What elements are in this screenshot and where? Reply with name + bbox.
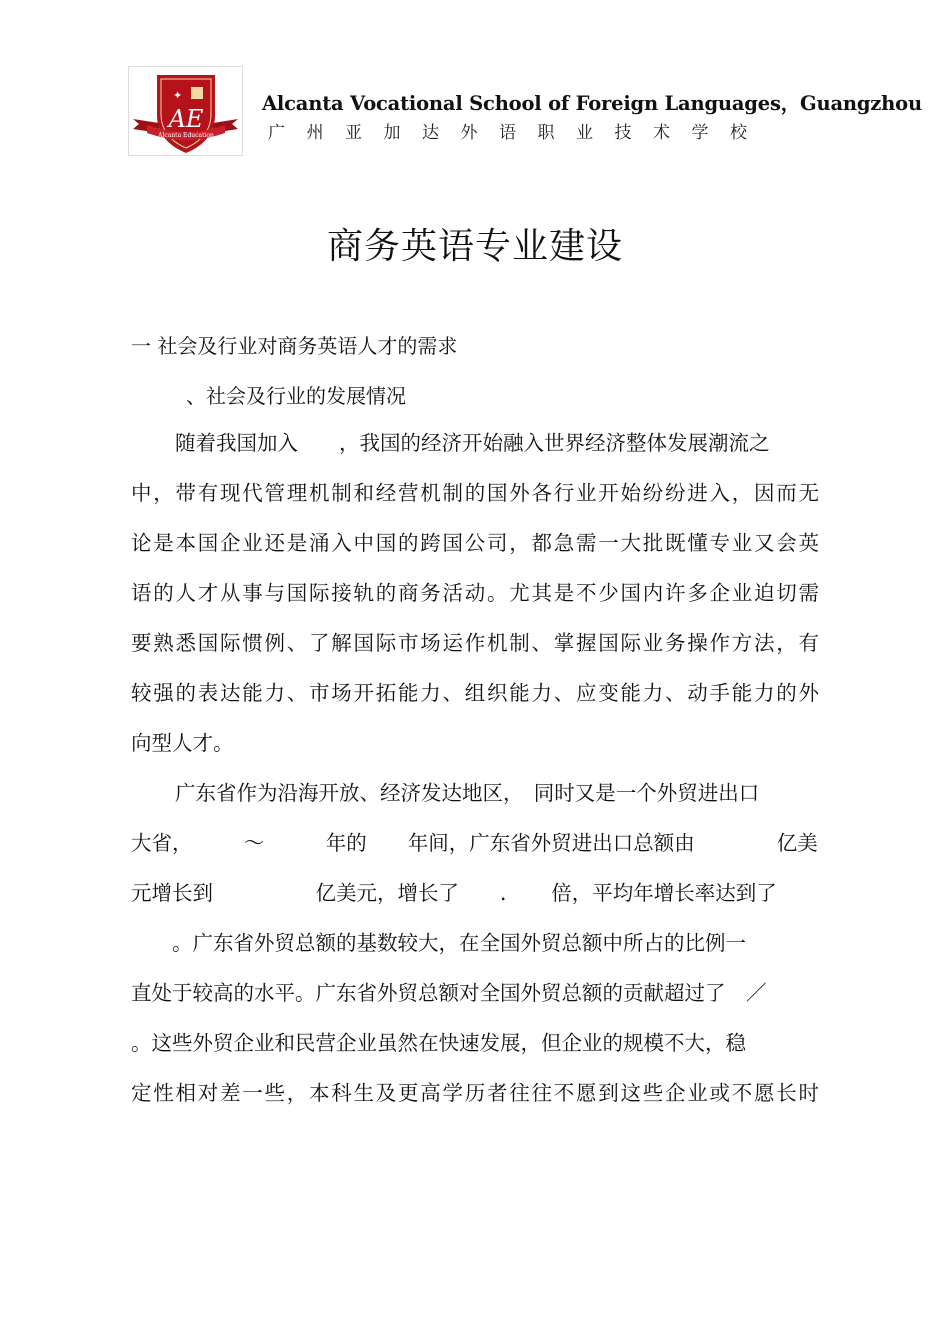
- paragraph-line: 元增长到 亿美元，增长了 ． 倍，平均年增长率达到了: [131, 881, 777, 905]
- section-heading: 一 社会及行业对商务英语人才的需求: [131, 334, 458, 358]
- paragraph-line: 直处于较高的水平。广东省外贸总额对全国外贸总额的贡献超过了 ／: [131, 981, 767, 1005]
- paragraph-line: 广东省作为沿海开放、经济发达地区， 同时又是一个外贸进出口: [175, 781, 760, 805]
- paragraph-line: 随着我国加入 ，我国的经济开始融入世界经济整体发展潮流之: [175, 431, 770, 455]
- paragraph-line: 语的人才从事与国际接轨的商务活动。尤其是不少国内许多企业迫切需: [131, 581, 819, 605]
- paragraph-line: 较强的表达能力、市场开拓能力、组织能力、应变能力、动手能力的外: [131, 681, 819, 705]
- school-english-name: Alcanta Vocational School of Foreign Languages，Guangzhou: [262, 92, 922, 115]
- paragraph-line: 定性相对差一些，本科生及更高学历者往往不愿到这些企业或不愿长时: [131, 1081, 819, 1105]
- school-chinese-name: 广州亚加达外语职业技术学校: [268, 123, 769, 143]
- paragraph-line: 。广东省外贸总额的基数较大，在全国外贸总额中所占的比例一: [131, 931, 746, 955]
- school-crest-icon: [129, 67, 242, 155]
- paragraph-line: 。这些外贸企业和民营企业虽然在快速发展，但企业的规模不大，稳: [131, 1031, 746, 1055]
- svg-text:AE: AE: [168, 105, 204, 133]
- paragraph-line: 中，带有现代管理机制和经营机制的国外各行业开始纷纷进入，因而无: [131, 481, 819, 505]
- paragraph-line: 论是本国企业还是涌入中国的跨国公司，都急需一大批既懂专业又会英: [131, 531, 819, 555]
- paragraph-line: 向型人才。: [131, 731, 234, 755]
- paragraph-line: 要熟悉国际惯例、了解国际市场运作机制、掌握国际业务操作方法，有: [131, 631, 819, 655]
- subsection-heading: 、社会及行业的发展情况: [186, 384, 406, 408]
- school-logo: [128, 66, 243, 156]
- svg-text:Alcanta Education: Alcanta Education: [158, 132, 214, 139]
- paragraph-line: 大省， ～ 年的 年间，广东省外贸进出口总额由 亿美: [131, 831, 818, 855]
- document-title: 商务英语专业建设: [326, 226, 623, 267]
- svg-text:✦: ✦: [173, 89, 183, 102]
